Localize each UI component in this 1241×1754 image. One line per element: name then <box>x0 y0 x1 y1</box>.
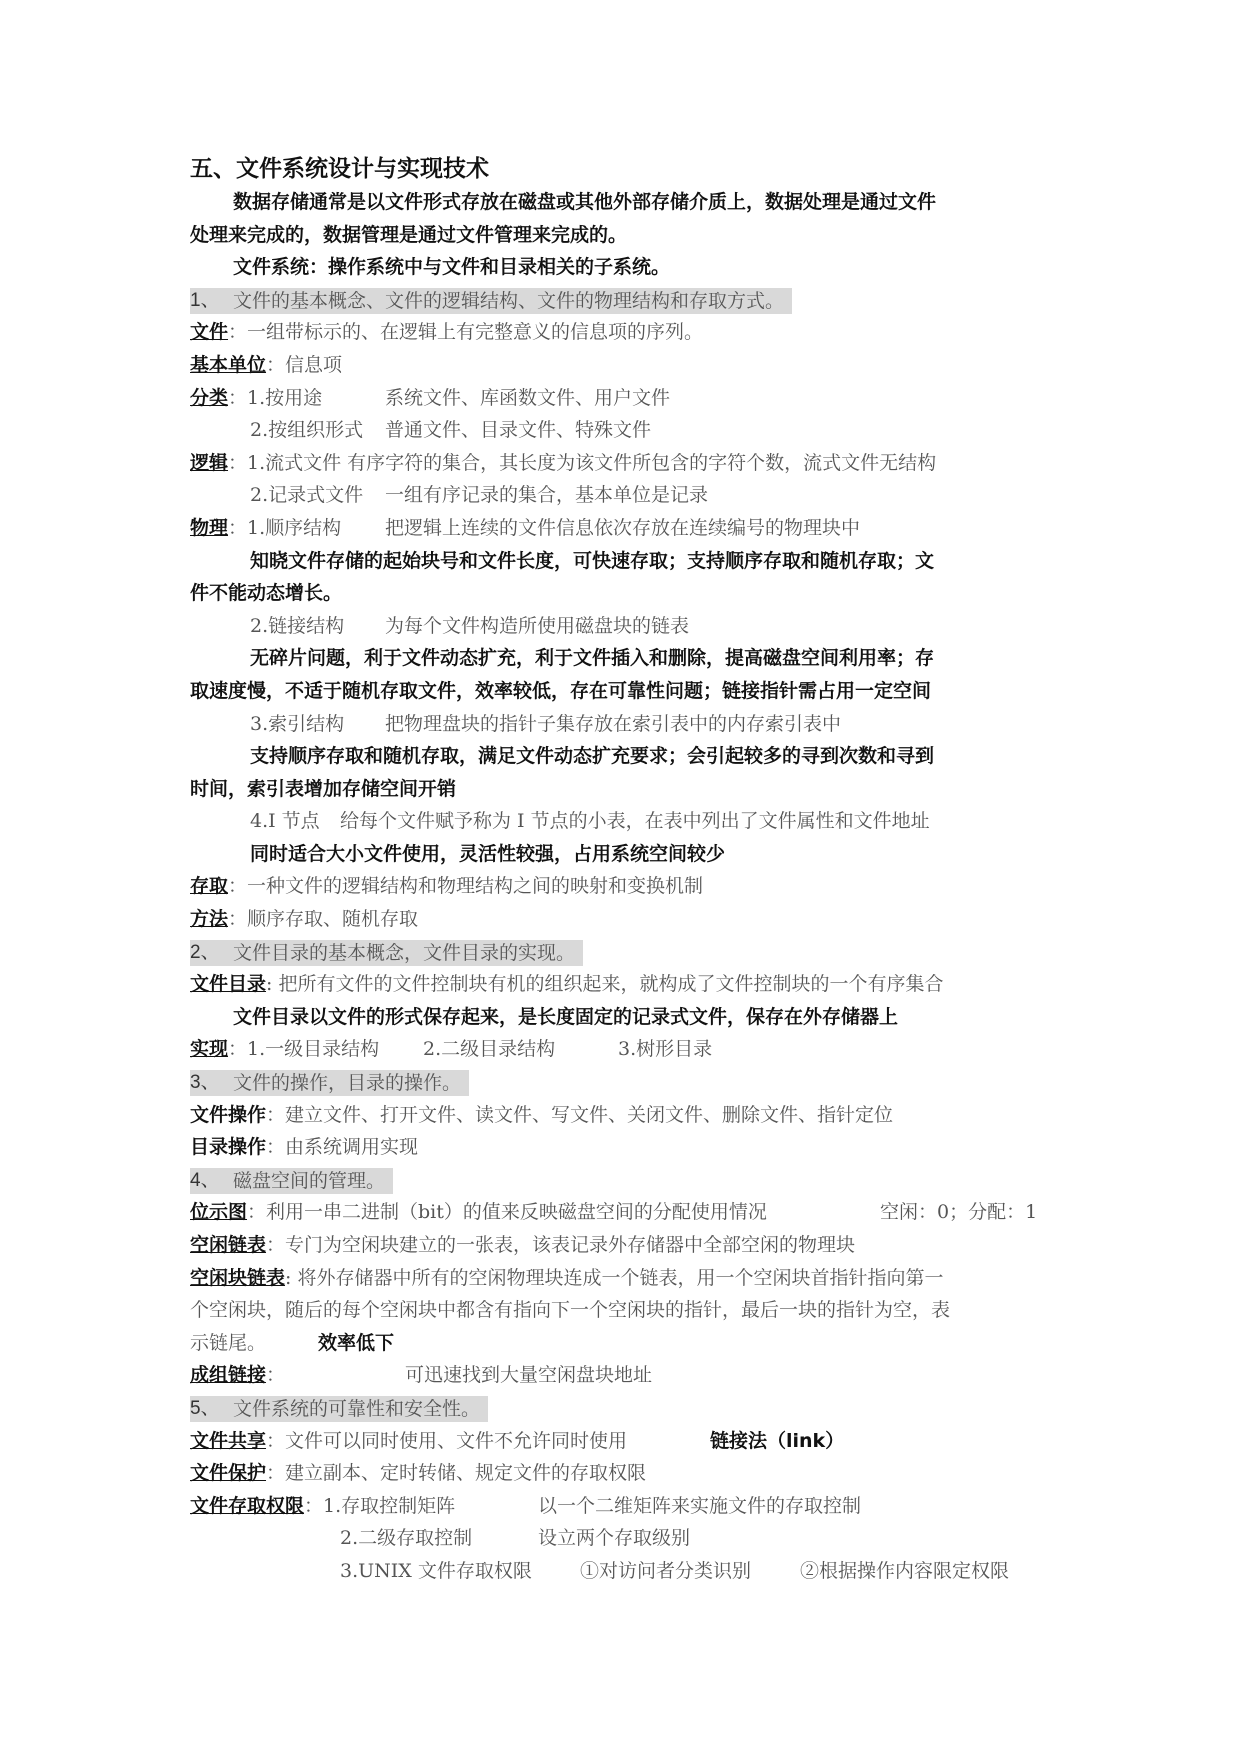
phys-2 <box>190 610 1060 643</box>
perm-2-value: 设立两个存取级别 <box>538 1527 691 1550</box>
term-freelist: 空闲链表 <box>190 1234 267 1256</box>
perm-3-label: 3.UNIX 文件存取权限 <box>340 1559 532 1582</box>
intro-paragraph-2: 文件系统：操作系统中与文件和目录相关的子系统。 <box>233 256 671 279</box>
phys-2-note <box>190 642 1060 675</box>
section-title: 文件目录的基本概念，文件目录的实现。 <box>233 941 576 964</box>
def-fop <box>190 1099 1060 1132</box>
phys-3 <box>190 708 1060 741</box>
section-4-heading <box>190 1164 1060 1197</box>
efficiency-note: 效率低下 <box>318 1331 395 1354</box>
term-perm: 文件存取权限 <box>190 1494 305 1517</box>
class-1-label: ：1.按用途 <box>228 386 323 409</box>
bitmap-extra: 空闲：0；分配：1 <box>880 1201 1038 1224</box>
class-2 <box>190 414 1060 447</box>
def-logic <box>190 447 1060 480</box>
phys-3-note-cont: 时间，索引表增加存储空间开销 <box>190 777 457 800</box>
section-number: 4、 <box>190 1169 220 1191</box>
class-2-value: 普通文件、目录文件、特殊文件 <box>385 419 652 442</box>
def-unit <box>190 349 1060 382</box>
term-fop: 文件操作 <box>190 1103 267 1126</box>
def-text: : 将外存储器中所有的空闲物理块连成一个链表，用一个空闲块首指针指向第一 <box>285 1266 944 1289</box>
def-freelist <box>190 1229 1060 1262</box>
class-2-label: 2.按组织形式 <box>250 419 364 442</box>
phys-2-value: 为每个文件构造所使用磁盘块的链表 <box>385 614 690 637</box>
note-text: 无碎片问题，利于文件动态扩充，利于文件插入和删除，提高磁盘空间利用率；存 <box>250 647 935 670</box>
note-text: 同时适合大小文件使用，灵活性较强，占用系统空间较少 <box>250 842 726 865</box>
term-method: 方法 <box>190 908 229 931</box>
def-text: : 把所有文件的文件控制块有机的组织起来，就构成了文件控制块的一个有序集合 <box>266 973 944 996</box>
def-bitmap <box>190 1196 1060 1229</box>
section-title: 磁盘空间的管理。 <box>233 1169 386 1192</box>
note-text: 支持顺序存取和随机存取，满足文件动态扩充要求；会引起较多的寻到次数和寻到 <box>250 745 935 768</box>
phys-3-label: 3.索引结构 <box>250 712 345 735</box>
def-impl <box>190 1033 1060 1066</box>
term-share: 文件共享 <box>190 1429 267 1452</box>
term-freeblock: 空闲块链表 <box>190 1266 286 1289</box>
impl-3: 3.树形目录 <box>618 1038 713 1061</box>
note-text: 知晓文件存储的起始块号和文件长度，可快速存取；支持顺序存取和随机存取；文 <box>250 549 935 572</box>
section-number: 3、 <box>190 1072 220 1094</box>
def-text: ：信息项 <box>266 353 343 376</box>
section-5-heading <box>190 1392 1060 1425</box>
term-bitmap: 位示图 <box>190 1201 248 1224</box>
phys-2-label: 2.链接结构 <box>250 614 345 637</box>
phys-2-note-cont: 取速度慢，不适于随机存取文件，效率较低，存在可靠性问题；链接指针需占用一定空间 <box>190 679 932 702</box>
def-protect <box>190 1457 1060 1490</box>
logic-2-value: 一组有序记录的集合，基本单位是记录 <box>385 484 709 507</box>
term-class: 分类 <box>190 386 229 409</box>
page-title: 五、文件系统设计与实现技术 <box>190 156 489 182</box>
perm-2-label: 2.二级存取控制 <box>340 1527 473 1550</box>
intro-paragraph-1: 数据存储通常是以文件形式存放在磁盘或其他外部存储介质上，数据处理是通过文件 <box>233 191 937 213</box>
dir-note: 文件目录以文件的形式保存起来，是长度固定的记录式文件，保存在外存储器上 <box>233 1005 899 1028</box>
phys-4-label: 4.I 节点 <box>250 810 320 833</box>
def-text: ：建立文件、打开文件、读文件、写文件、关闭文件、删除文件、指针定位 <box>266 1103 894 1126</box>
term-access: 存取 <box>190 875 229 898</box>
def-text: ：利用一串二进制（bit）的值来反映磁盘空间的分配使用情况 <box>247 1201 767 1224</box>
logic-2-label: 2.记录式文件 <box>250 484 364 507</box>
def-file <box>190 316 1060 349</box>
def-perm <box>190 1490 1060 1523</box>
def-phys <box>190 512 1060 545</box>
term-protect: 文件保护 <box>190 1462 267 1485</box>
impl-1: ：1.一级目录结构 <box>228 1038 380 1061</box>
def-text: ：由系统调用实现 <box>266 1136 419 1159</box>
term-dir: 文件目录 <box>190 973 267 996</box>
phys-3-value: 把物理盘块的指针子集存放在索引表中的内存索引表中 <box>385 712 842 735</box>
freeblock-cont: 个空闲块，随后的每个空闲块中都含有指向下一个空闲块的指针，最后一块的指针为空，表 <box>190 1299 951 1322</box>
perm-3-value: ①对访问者分类识别 <box>580 1559 752 1582</box>
perm-1-label: ：1.存取控制矩阵 <box>304 1494 456 1517</box>
def-text: 示链尾。 <box>190 1331 267 1354</box>
group-def: 可迅速找到大量空闲盘块地址 <box>405 1364 653 1387</box>
colon: ： <box>266 1364 286 1387</box>
perm-3 <box>190 1555 1060 1588</box>
def-freeblock <box>190 1262 1060 1295</box>
phys-4 <box>190 805 1060 838</box>
section-title: 文件的基本概念、文件的逻辑结构、文件的物理结构和存取方式。 <box>233 289 785 312</box>
section-title: 文件的操作，目录的操作。 <box>233 1072 462 1095</box>
phys-3-note <box>190 740 1060 773</box>
phys-4-note <box>190 838 1060 871</box>
term-unit: 基本单位 <box>190 353 267 376</box>
freeblock-end <box>190 1327 1060 1360</box>
class-1-value: 系统文件、库函数文件、用户文件 <box>385 386 671 409</box>
def-text: ：顺序存取、随机存取 <box>228 908 419 931</box>
section-3-heading <box>190 1066 1060 1099</box>
phys-1-note <box>190 545 1060 578</box>
def-text: ：文件可以同时使用、文件不允许同时使用 <box>266 1429 628 1452</box>
term-group: 成组链接 <box>190 1364 267 1387</box>
term-phys: 物理 <box>190 516 229 539</box>
term-impl: 实现 <box>190 1038 229 1061</box>
def-text: ：专门为空闲块建立的一张表，该表记录外存储器中全部空闲的物理块 <box>266 1234 856 1256</box>
section-number: 5、 <box>190 1397 220 1419</box>
logic-1: ：1.流式文件 有序字符的集合，其长度为该文件所包含的字符个数，流式文件无结构 <box>228 451 937 474</box>
phys-1-label: ：1.顺序结构 <box>228 516 342 539</box>
phys-1-value: 把逻辑上连续的文件信息依次存放在连续编号的物理块中 <box>385 516 861 539</box>
def-access <box>190 870 1060 903</box>
section-2-heading <box>190 936 1060 969</box>
def-class <box>190 382 1060 415</box>
perm-2 <box>190 1522 1060 1555</box>
def-dir <box>190 968 1060 1001</box>
section-number: 1、 <box>190 289 220 311</box>
section-title: 文件系统的可靠性和安全性。 <box>233 1397 481 1420</box>
term-dop: 目录操作 <box>190 1136 267 1159</box>
def-dop <box>190 1131 1060 1164</box>
def-group <box>190 1359 1060 1392</box>
intro-paragraph-1-cont: 处理来完成的，数据管理是通过文件管理来完成的。 <box>190 223 628 246</box>
def-method <box>190 903 1060 936</box>
share-extra: 链接法（link） <box>710 1429 845 1452</box>
section-1-heading <box>190 284 1060 317</box>
def-text: ：建立副本、定时转储、规定文件的存取权限 <box>266 1462 647 1485</box>
logic-2 <box>190 479 1060 512</box>
perm-3-value-2: ②根据操作内容限定权限 <box>800 1559 1010 1582</box>
phys-4-value: 给每个文件赋予称为 I 节点的小表，在表中列出了文件属性和文件地址 <box>340 810 930 833</box>
term-file: 文件 <box>190 321 229 344</box>
def-text: ：一组带标示的、在逻辑上有完整意义的信息项的序列。 <box>228 321 704 344</box>
phys-1-note-cont: 件不能动态增长。 <box>190 582 343 605</box>
impl-2: 2.二级目录结构 <box>423 1038 556 1061</box>
def-text: ：一种文件的逻辑结构和物理结构之间的映射和变换机制 <box>228 875 704 898</box>
term-logic: 逻辑 <box>190 451 229 474</box>
def-share <box>190 1425 1060 1458</box>
document-page <box>190 152 1060 1588</box>
section-number: 2、 <box>190 941 220 963</box>
perm-1-value: 以一个二维矩阵来实施文件的存取控制 <box>538 1494 862 1517</box>
